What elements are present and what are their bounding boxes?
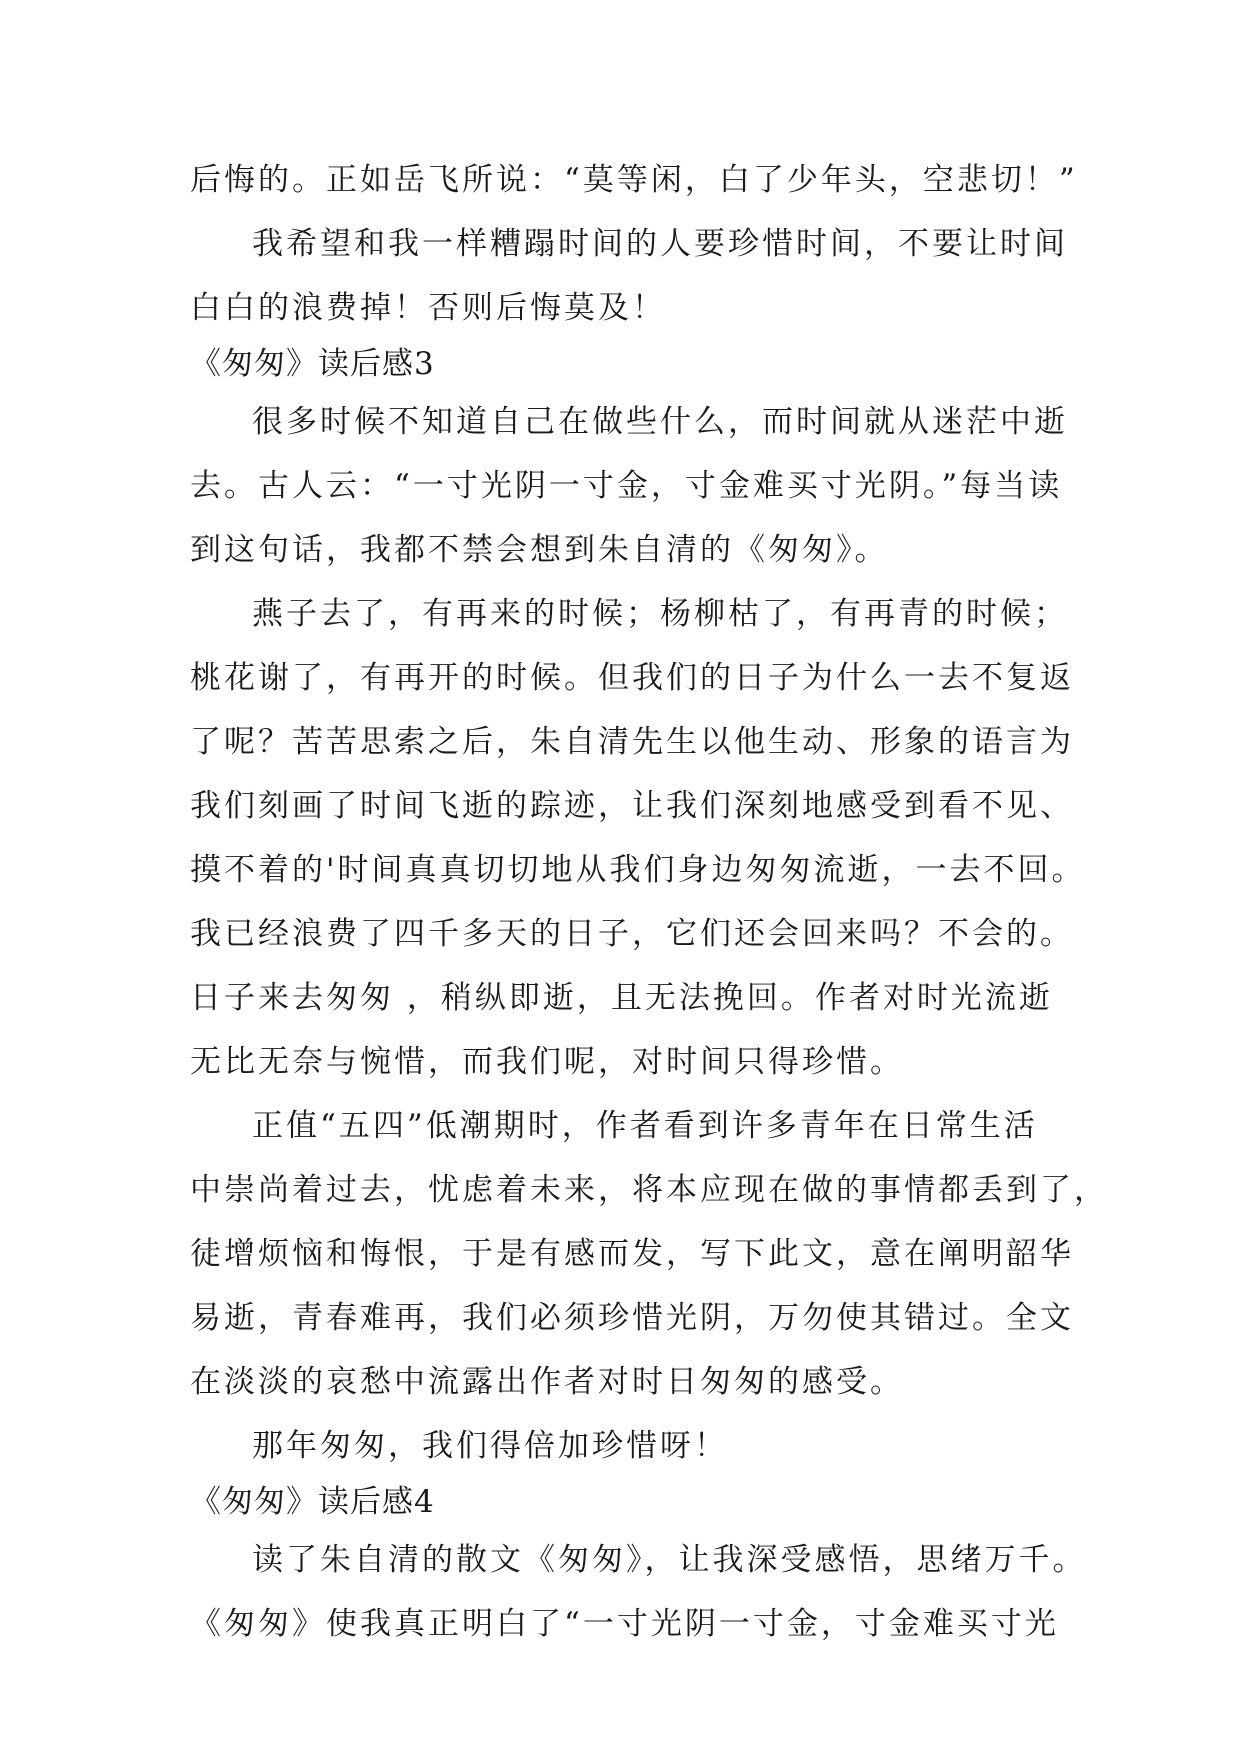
text-line: 我们刻画了时间飞逝的踪迹，让我们深刻地感受到看不见、 (190, 788, 1074, 824)
paragraph-start-line: 读了朱自清的散文《匆匆》，让我深受感悟，思绪万千。 (252, 1542, 1087, 1578)
paragraph-start-line: 很多时候不知道自己在做些什么，而时间就从迷茫中逝 (252, 404, 1068, 440)
paragraph-start-line: 那年匆匆，我们得倍加珍惜呀！ (252, 1428, 728, 1464)
text-line: 中崇尚着过去，忧虑着未来，将本应现在做的事情都丢到了， (190, 1172, 1108, 1208)
text-line: 易逝，青春难再，我们必须珍惜光阴，万勿使其错过。全文 (190, 1300, 1074, 1336)
paragraph-start-line: 我希望和我一样糟蹋时间的人要珍惜时间，不要让时间 (252, 226, 1068, 262)
text-line: 去。古人云：“一寸光阴一寸金，寸金难买寸光阴。”每当读 (190, 468, 1063, 504)
text-line: 徒增烦恼和悔恨，于是有感而发，写下此文，意在阐明韶华 (190, 1236, 1074, 1272)
text-line: 到这句话，我都不禁会想到朱自清的《匆匆》。 (190, 532, 889, 568)
section-heading: 《匆匆》读后感4 (190, 1484, 435, 1520)
text-line: 后悔的。正如岳飞所说：“莫等闲，白了少年头，空悲切！” (190, 162, 1078, 198)
text-line: 了呢？苦苦思索之后，朱自清先生以他生动、形象的语言为 (190, 724, 1074, 760)
text-line: 摸不着的'时间真真切切地从我们身边匆匆流逝，一去不回。 (190, 852, 1086, 888)
text-line: 我已经浪费了四千多天的日子，它们还会回来吗？不会的。 (190, 916, 1074, 952)
paragraph-start-line: 燕子去了，有再来的时候；杨柳枯了，有再青的时候； (252, 596, 1068, 632)
text-line: 《匆匆》使我真正明白了“一寸光阴一寸金，寸金难买寸光 (190, 1606, 1059, 1642)
text-line: 白白的浪费掉！否则后悔莫及！ (190, 290, 666, 326)
text-line: 无比无奈与惋惜，而我们呢，对时间只得珍惜。 (190, 1044, 904, 1080)
paragraph-start-line: 正值“五四”低潮期时，作者看到许多青年在日常生活 (252, 1108, 1038, 1144)
text-line: 日子来去匆匆 ，稍纵即逝，且无法挽回。作者对时光流逝 (190, 980, 1053, 1016)
text-line: 桃花谢了，有再开的时候。但我们的日子为什么一去不复返 (190, 660, 1074, 696)
text-line: 在淡淡的哀愁中流露出作者对时日匆匆的感受。 (190, 1364, 904, 1400)
section-heading: 《匆匆》读后感3 (190, 346, 435, 382)
